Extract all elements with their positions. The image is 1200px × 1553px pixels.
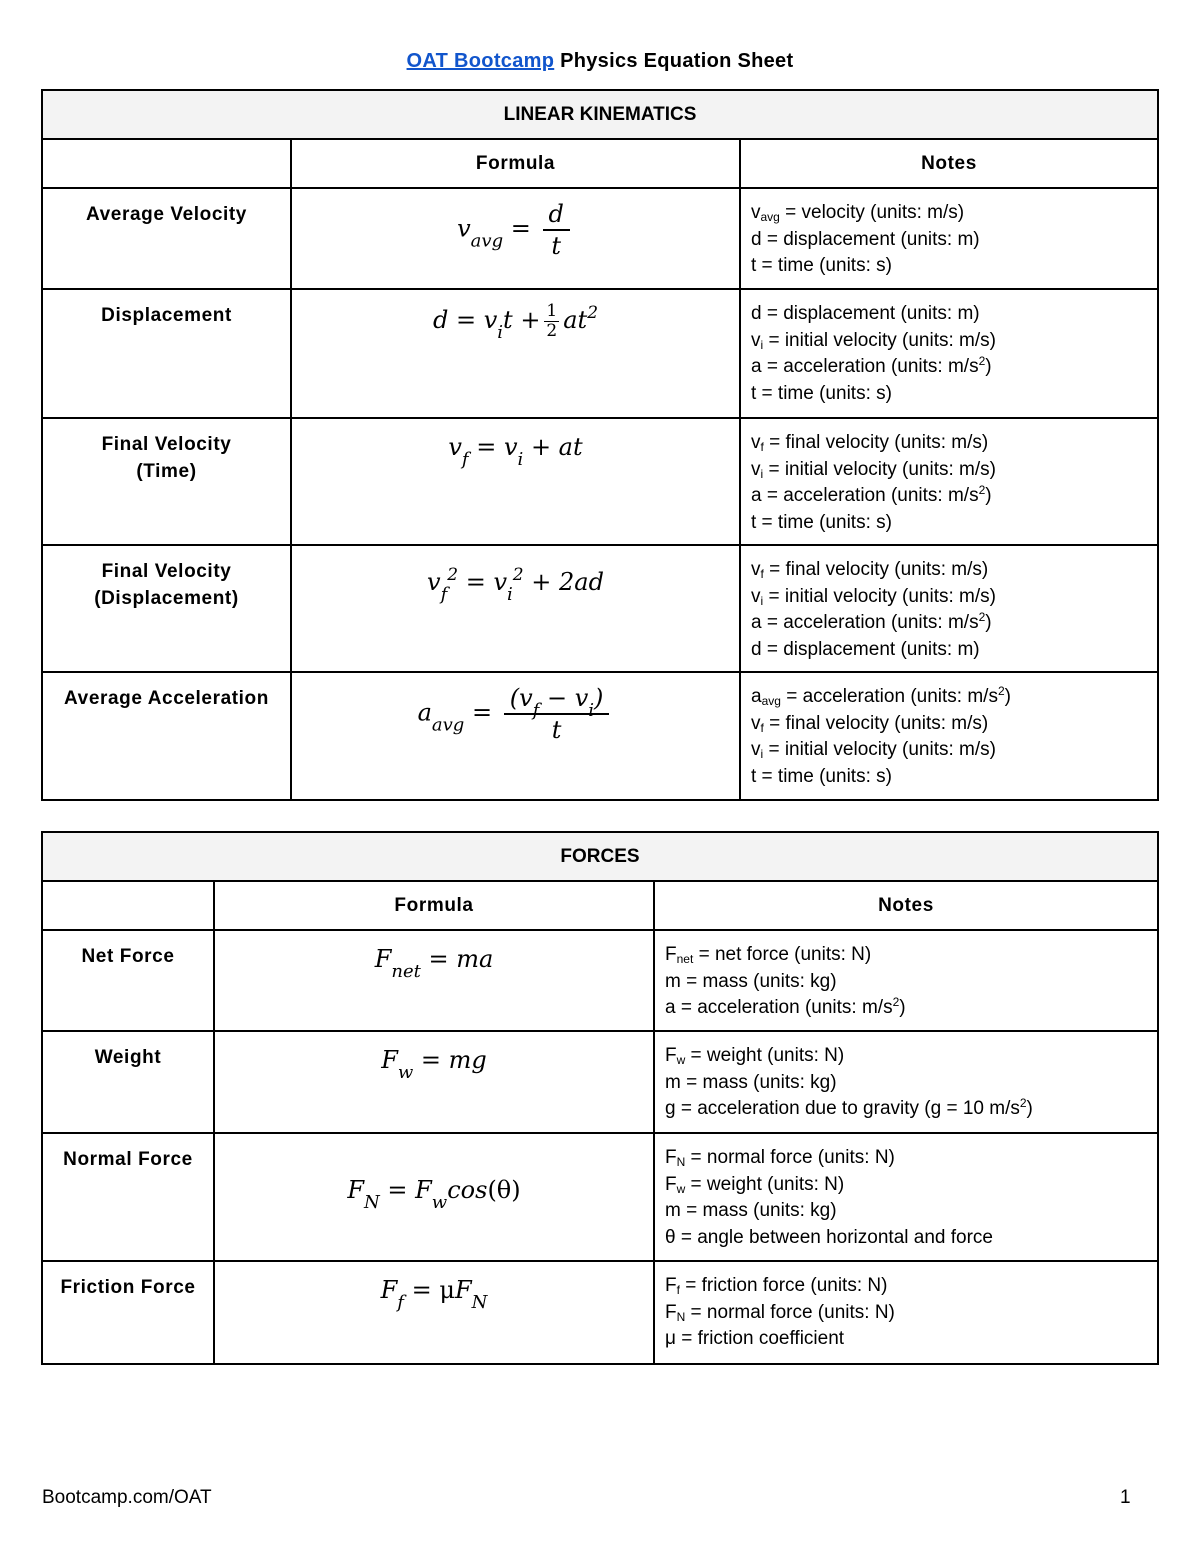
empty-header-cell (42, 881, 214, 930)
formula-column-header: Formula (214, 881, 654, 930)
note-line: $F_N$ = normal force (units: N) (665, 1147, 895, 1169)
friction-force-formula: $F_f = \mu F_N$ (380, 1276, 488, 1313)
formula-cell (291, 672, 740, 800)
formula-cell (214, 1031, 654, 1133)
note-line: $v_{avg}$ = velocity (units: m/s) (751, 202, 965, 224)
note-line: μ = friction coefficient (665, 1328, 845, 1349)
table-row (42, 672, 1158, 800)
notes-column-header: Notes (654, 881, 1158, 930)
note-line: $F_{net}$ = net force (units: N) (665, 944, 872, 966)
notes-cell (654, 1261, 1158, 1364)
row-name: Displacement (42, 289, 291, 418)
row-name: Final Velocity (Displacement) (42, 545, 291, 672)
footer-site: Bootcamp.com/OAT (42, 1487, 212, 1508)
empty-header-cell (42, 139, 291, 188)
note-line: $v_f$ = final velocity (units: m/s) (751, 432, 989, 454)
notes-cell (740, 418, 1158, 545)
note-line: d = displacement (units: m) (751, 638, 980, 660)
page-number: 1 (1120, 1487, 1131, 1508)
formula-column-header: Formula (291, 139, 740, 188)
formula-cell (291, 545, 740, 672)
note-line: m = mass (units: kg) (665, 970, 837, 992)
note-line: $v_f$ = final velocity (units: m/s) (751, 559, 989, 581)
displacement-formula: $d = v_it$ + $\frac{1}{2}$ $at^2$ (432, 301, 599, 343)
row-name: Weight (42, 1031, 214, 1133)
note-line: $F_N$ = normal force (units: N) (665, 1301, 895, 1324)
row-name: Final Velocity (Time) (42, 418, 291, 545)
note-line: t = time (units: s) (751, 255, 892, 276)
formula-cell (291, 289, 740, 418)
note-line: d = displacement (units: m) (751, 303, 980, 324)
final-velocity-displacement-formula: $v_f^2 = v_i^2 + 2ad$ (427, 565, 604, 605)
notes-cell (740, 672, 1158, 800)
table-row (42, 289, 1158, 418)
title-text: Physics Equation Sheet (560, 50, 794, 72)
table-row (42, 545, 1158, 672)
average-velocity-formula: $v_{avg}$ = $\frac{d}{t}$ (292, 189, 739, 261)
note-line: $v_i$ = initial velocity (units: m/s) (751, 739, 996, 761)
section-title: FORCES (42, 832, 1158, 881)
note-line: $v_i$ = initial velocity (units: m/s) (751, 458, 996, 481)
note-line: t = time (units: s) (751, 382, 892, 404)
weight-formula: $F_w$ = mg (381, 1046, 487, 1083)
note-line: m = mass (units: kg) (665, 1071, 837, 1093)
notes-cell (740, 289, 1158, 418)
table-row (42, 1261, 1158, 1364)
note-line: m = mass (units: kg) (665, 1200, 837, 1221)
note-line: a = acceleration (units: $m/s^2$) (751, 483, 992, 506)
formula-cell (214, 1133, 654, 1261)
note-line: $F_f$ = friction force (units: N) (665, 1275, 888, 1297)
forces-table (41, 831, 1159, 1365)
table-row (42, 930, 1158, 1031)
note-line: g = acceleration due to gravity (g = 10 $m/s^2$) (665, 1096, 1033, 1119)
notes-column-header: Notes (740, 139, 1158, 188)
notes-cell (654, 930, 1158, 1031)
row-name: Normal Force (42, 1133, 214, 1261)
average-acceleration-formula: $a_{avg}$ = $\frac{(v_f - v_i)}{t}$ (292, 673, 739, 745)
note-line: d = displacement (units: m) (751, 228, 980, 250)
final-velocity-time-formula: $v_f = v_i$ + at (448, 433, 583, 470)
note-line: θ = angle between horizontal and force (665, 1226, 993, 1248)
notes-cell (654, 1133, 1158, 1261)
row-name: Friction Force (42, 1261, 214, 1364)
note-line: t = time (units: s) (751, 511, 892, 533)
linear-kinematics-table (41, 89, 1159, 801)
note-line: $a_{avg}$ = acceleration (units: $m/s^2$) (751, 684, 1011, 708)
note-line: a = acceleration (units: $m/s^2$) (751, 610, 992, 633)
oat-bootcamp-link[interactable]: OAT Bootcamp (406, 50, 555, 72)
note-line: $F_w$ = weight (units: N) (665, 1173, 845, 1196)
row-name: Net Force (42, 930, 214, 1031)
table-row (42, 1133, 1158, 1261)
note-line: $F_w$ = weight (units: N) (665, 1045, 845, 1067)
formula-cell (291, 188, 740, 289)
table-row (42, 1031, 1158, 1133)
formula-cell (291, 418, 740, 545)
net-force-formula: $F_{net}$ = ma (374, 945, 494, 982)
page-title (0, 50, 1200, 73)
formula-cell (214, 930, 654, 1031)
row-name: Average Acceleration (42, 672, 291, 800)
note-line: a = acceleration (units: $m/s^2$) (665, 995, 906, 1018)
normal-force-formula: $F_N = F_w\cos(\theta)$ (347, 1176, 521, 1213)
table-row (42, 188, 1158, 289)
note-line: $v_i$ = initial velocity (units: m/s) (751, 585, 996, 608)
section-title: LINEAR KINEMATICS (42, 90, 1158, 139)
notes-cell (740, 545, 1158, 672)
notes-cell (654, 1031, 1158, 1133)
formula-cell (214, 1261, 654, 1364)
note-line: $v_i$ = initial velocity (units: m/s) (751, 329, 996, 352)
table-row (42, 418, 1158, 545)
row-name: Average Velocity (42, 188, 291, 289)
notes-cell (740, 188, 1158, 289)
note-line: a = acceleration (units: $m/s^2$) (751, 354, 992, 377)
note-line: $v_f$ = final velocity (units: m/s) (751, 712, 989, 735)
note-line: t = time (units: s) (751, 765, 892, 787)
